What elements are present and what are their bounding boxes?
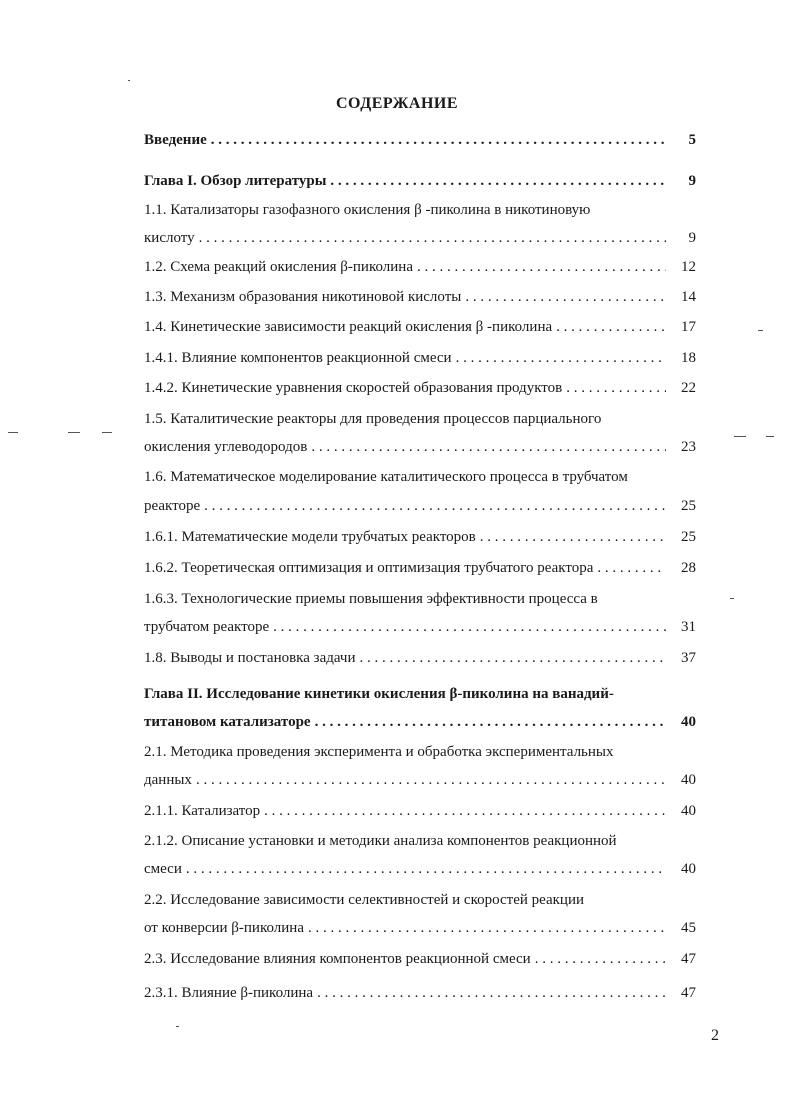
toc-entry-text: 1.3. Механизм образования никотиновой кислоты: [144, 289, 462, 305]
scan-speck: [68, 432, 80, 433]
toc-entry-1-3: [140, 287, 696, 307]
toc-entry-2-1-2: 2.1.2. Описание установки и методики анализа компонентов реакционной: [144, 833, 617, 849]
toc-entry-text: Глава I. Обзор литературы: [144, 173, 327, 189]
toc-entry-text: кислоту: [144, 230, 195, 246]
toc-entry-page: 40: [681, 714, 696, 730]
toc-entry-page: 31: [681, 619, 696, 635]
dot-leader: [308, 918, 666, 938]
toc-entry-text: смеси: [144, 861, 182, 877]
toc-entry-page: 9: [688, 173, 696, 189]
toc-entry-text: 1.6.2. Теоретическая оптимизация и оптимизация трубчатого реактора: [144, 560, 594, 576]
dot-leader: [264, 801, 666, 821]
toc-entry-page: 25: [681, 529, 696, 545]
toc-entry-1-4-1: [140, 348, 696, 368]
dot-leader: [211, 130, 666, 150]
scan-speck: [8, 432, 18, 433]
toc-entry-2-1-2-cont: [140, 859, 696, 879]
toc-entry-1-1-cont: [140, 228, 696, 248]
dot-leader: [199, 228, 666, 248]
toc-entry-intro: [140, 130, 696, 150]
toc-entry-page: 17: [681, 319, 696, 335]
toc-entry-page: 23: [681, 439, 696, 455]
dot-leader: [273, 617, 666, 637]
toc-entry-page: 40: [681, 803, 696, 819]
toc-entry-page: 9: [688, 230, 696, 246]
dot-leader: [556, 317, 666, 337]
dot-leader: [465, 287, 666, 307]
toc-entry-text: Введение: [144, 132, 207, 148]
toc-entry-2-3: [140, 949, 696, 969]
toc-entry-page: 18: [681, 350, 696, 366]
toc-entry-text: 1.6.1. Математические модели трубчатых реакторов: [144, 529, 476, 545]
toc-entry-page: 28: [681, 560, 696, 576]
toc-entry-1-8: [140, 648, 696, 668]
toc-entry-1-6: 1.6. Математическое моделирование каталитического процесса в трубчатом: [144, 469, 628, 485]
toc-entry-page: 47: [681, 951, 696, 967]
toc-entry-text: 1.4.2. Кинетические уравнения скоростей образования продуктов: [144, 380, 563, 396]
toc-entry-page: 37: [681, 650, 696, 666]
dot-leader: [311, 437, 666, 457]
dot-leader: [597, 558, 666, 578]
toc-entry-page: 5: [688, 132, 696, 148]
toc-entry-2-1-cont: [140, 770, 696, 790]
toc-entry-text: титановом катализаторе: [144, 714, 311, 730]
toc-entry-page: 47: [681, 985, 696, 1001]
dot-leader: [186, 859, 666, 879]
toc-entry-1-6-2: [140, 558, 696, 578]
toc-entry-2-2: 2.2. Исследование зависимости селективностей и скоростей реакции: [144, 892, 585, 908]
toc-entry-1-6-cont: [140, 496, 696, 516]
toc-entry-chapter-2-cont: [140, 712, 696, 732]
toc-entry-1-4-2: [140, 378, 696, 398]
toc-entry-text: трубчатом реакторе: [144, 619, 270, 635]
dot-leader: [417, 257, 666, 277]
toc-entry-page: 12: [681, 259, 696, 275]
toc-entry-page: 40: [681, 861, 696, 877]
toc-entry-1-4: [140, 317, 696, 337]
toc-entry-text: 1.4. Кинетические зависимости реакций окисления β -пиколина: [144, 319, 553, 335]
dot-leader: [204, 496, 666, 516]
scan-speck: [102, 432, 112, 433]
toc-entry-page: 25: [681, 498, 696, 514]
scan-speck: [730, 598, 734, 599]
toc-entry-1-6-3: 1.6.3. Технологические приемы повышения эффективности процесса в: [144, 591, 598, 607]
dot-leader: [196, 770, 666, 790]
toc-entry-text: 2.3.1. Влияние β-пиколина: [144, 985, 314, 1001]
dot-leader: [535, 949, 666, 969]
toc-entry-text: данных: [144, 772, 192, 788]
scan-speck: [758, 330, 763, 331]
toc-entry-text: 2.3. Исследование влияния компонентов реакционной смеси: [144, 951, 531, 967]
toc-entry-text: 2.1.1. Катализатор: [144, 803, 261, 819]
toc-entry-text: 1.2. Схема реакций окисления β-пиколина: [144, 259, 413, 275]
toc-entry-chapter-1: [140, 171, 696, 191]
scan-speck: [176, 1026, 179, 1027]
toc-entry-1-1: 1.1. Катализаторы газофазного окисления β -пиколина в никотиновую: [144, 202, 591, 218]
page-title: СОДЕРЖАНИЕ: [335, 95, 459, 112]
scan-speck: [766, 436, 774, 437]
toc-entry-page: 40: [681, 772, 696, 788]
toc-entry-2-1-1: [140, 801, 696, 821]
page-number: 2: [711, 1027, 719, 1044]
dot-leader: [315, 712, 666, 732]
toc-entry-2-3-1: [140, 983, 696, 1003]
toc-entry-2-2-cont: [140, 918, 696, 938]
dot-leader: [456, 348, 666, 368]
toc-entry-1-5-cont: [140, 437, 696, 457]
toc-entry-1-2: [140, 257, 696, 277]
dot-leader: [360, 648, 667, 668]
toc-entry-page: 45: [681, 920, 696, 936]
scan-speck: [128, 80, 130, 81]
toc-entry-page: 22: [681, 380, 696, 396]
dot-leader: [480, 527, 666, 547]
toc-entry-chapter-2: Глава II. Исследование кинетики окисления β-пиколина на ванадий-: [144, 686, 614, 702]
toc-entry-text: окисления углеводородов: [144, 439, 308, 455]
toc-entry-1-6-1: [140, 527, 696, 547]
toc-entry-1-5: 1.5. Каталитические реакторы для проведения процессов парциального: [144, 411, 602, 427]
toc-entry-text: 1.8. Выводы и постановка задачи: [144, 650, 356, 666]
dot-leader: [317, 983, 666, 1003]
dot-leader: [566, 378, 666, 398]
toc-entry-text: 1.4.1. Влияние компонентов реакционной смеси: [144, 350, 452, 366]
toc-entry-text: от конверсии β-пиколина: [144, 920, 304, 936]
toc-entry-2-1: 2.1. Методика проведения эксперимента и обработка экспериментальных: [144, 744, 614, 760]
toc-entry-text: реакторе: [144, 498, 201, 514]
toc-entry-1-6-3-cont: [140, 617, 696, 637]
dot-leader: [330, 171, 666, 191]
scan-speck: [734, 436, 746, 437]
toc-entry-page: 14: [681, 289, 696, 305]
